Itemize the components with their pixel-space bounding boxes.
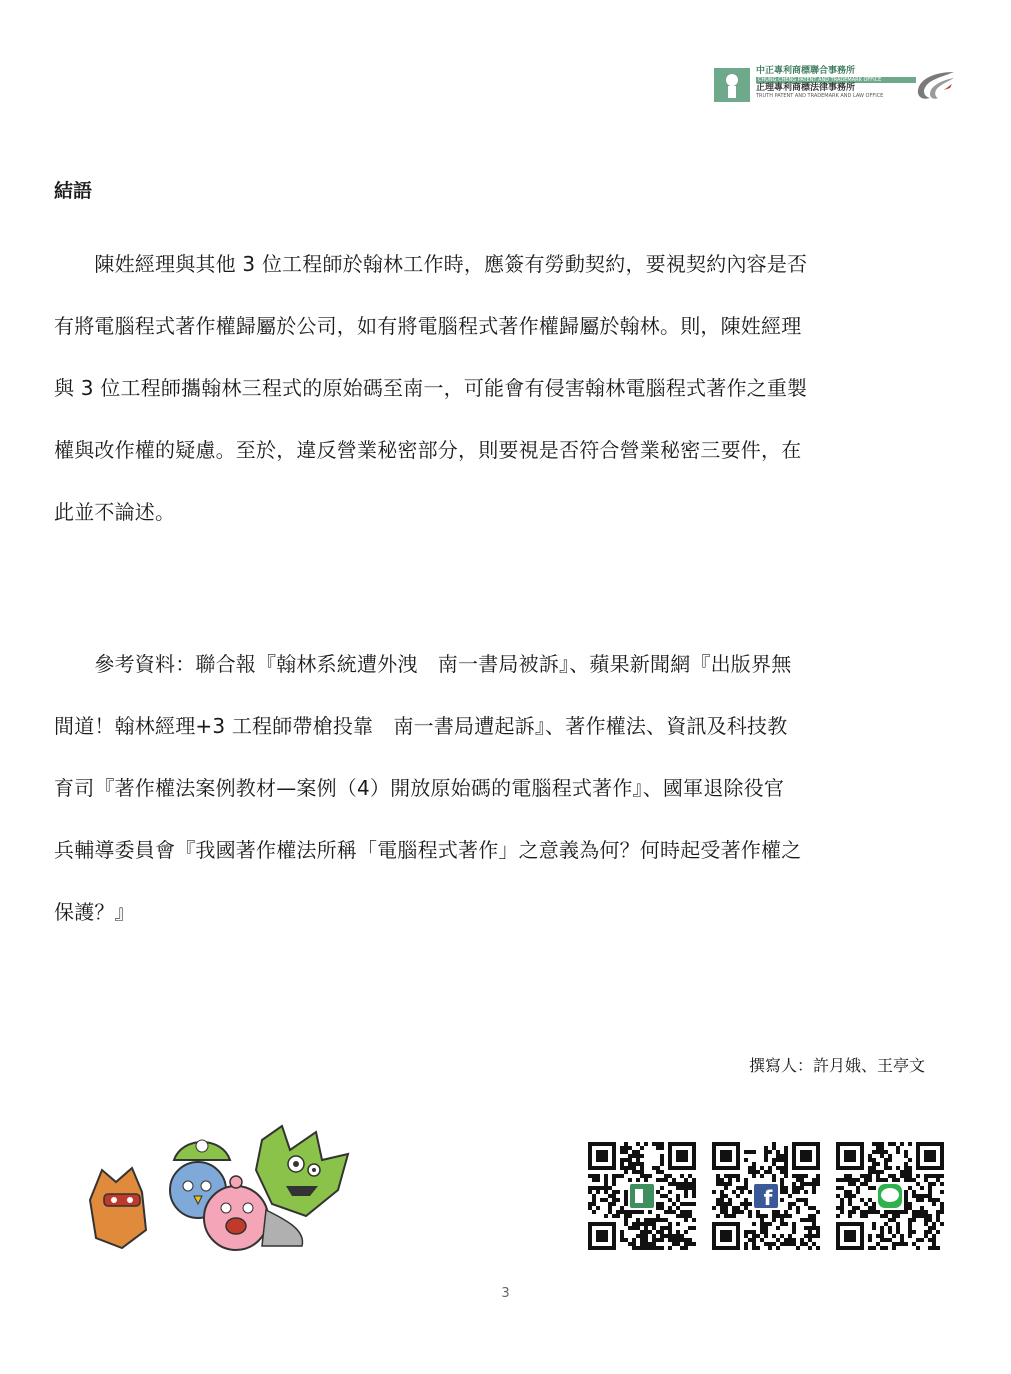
website-qr-code[interactable]: [588, 1142, 696, 1250]
conclusion-line: 與 3 位工程師攜翰林三程式的原始碼至南一，可能會有侵害翰林電腦程式著作之重製: [54, 376, 808, 400]
conclusion-line: 有將電腦程式著作權歸屬於公司，如有將電腦程式著作權歸屬於翰林。則，陳姓經理: [54, 314, 802, 338]
line-qr-code[interactable]: [836, 1142, 944, 1250]
website-logo-icon: [630, 1184, 654, 1208]
firm-logo-text: [756, 66, 916, 99]
section-heading: 結語: [54, 180, 93, 202]
conclusion-line: 權與改作權的疑慮。至於，違反營業秘密部分，則要視是否符合營業秘密三要件，在: [54, 438, 802, 462]
swoosh-logo-icon: [914, 68, 956, 102]
references-line: 育司『著作權法案例教材—案例（4）開放原始碼的電腦程式著作』、國軍退除役官: [54, 776, 785, 800]
references-line: 保護？』: [54, 900, 135, 924]
firm-logo: [714, 66, 954, 106]
firm-logo-mark: [714, 68, 750, 102]
conclusion-line: 此並不論述。: [54, 500, 176, 524]
firm-name-cn-2: 正理專利商標法律事務所: [756, 83, 856, 93]
facebook-qr-code[interactable]: [712, 1142, 820, 1250]
firm-name-cn-1: 中正專利商標聯合事務所: [756, 66, 856, 76]
page-number: 3: [501, 1286, 510, 1301]
conclusion-line: 陳姓經理與其他 3 位工程師於翰林工作時，應簽有勞動契約，要視契約內容是否: [54, 252, 808, 276]
references-paragraph: [54, 633, 954, 943]
references-line: 間道！翰林經理+3 工程師帶槍投靠 南一書局遭起訴』、著作權法、資訊及科技教: [54, 714, 788, 738]
firm-name-en-2: TRUTH PATENT AND TRADEMARK AND LAW OFFICE: [756, 93, 884, 99]
line-icon: [878, 1184, 902, 1208]
facebook-icon: [754, 1184, 778, 1210]
svg-text:f: f: [763, 1186, 773, 1210]
firm-name-en-1: CHUNG CHENG PATENT AND TRADEMARK OFFICE: [756, 77, 916, 83]
conclusion-paragraph: [54, 233, 954, 543]
references-line: 兵輔導委員會『我國著作權法所稱「電腦程式著作」之意義為何？何時起受著作權之: [54, 838, 802, 862]
author-credit: 撰寫人：許月娥、王亭文: [748, 1056, 925, 1075]
mascots-illustration: [86, 1120, 358, 1255]
references-line: 參考資料：聯合報『翰林系統遭外洩 南一書局被訴』、蘋果新聞網『出版界無: [54, 652, 792, 676]
